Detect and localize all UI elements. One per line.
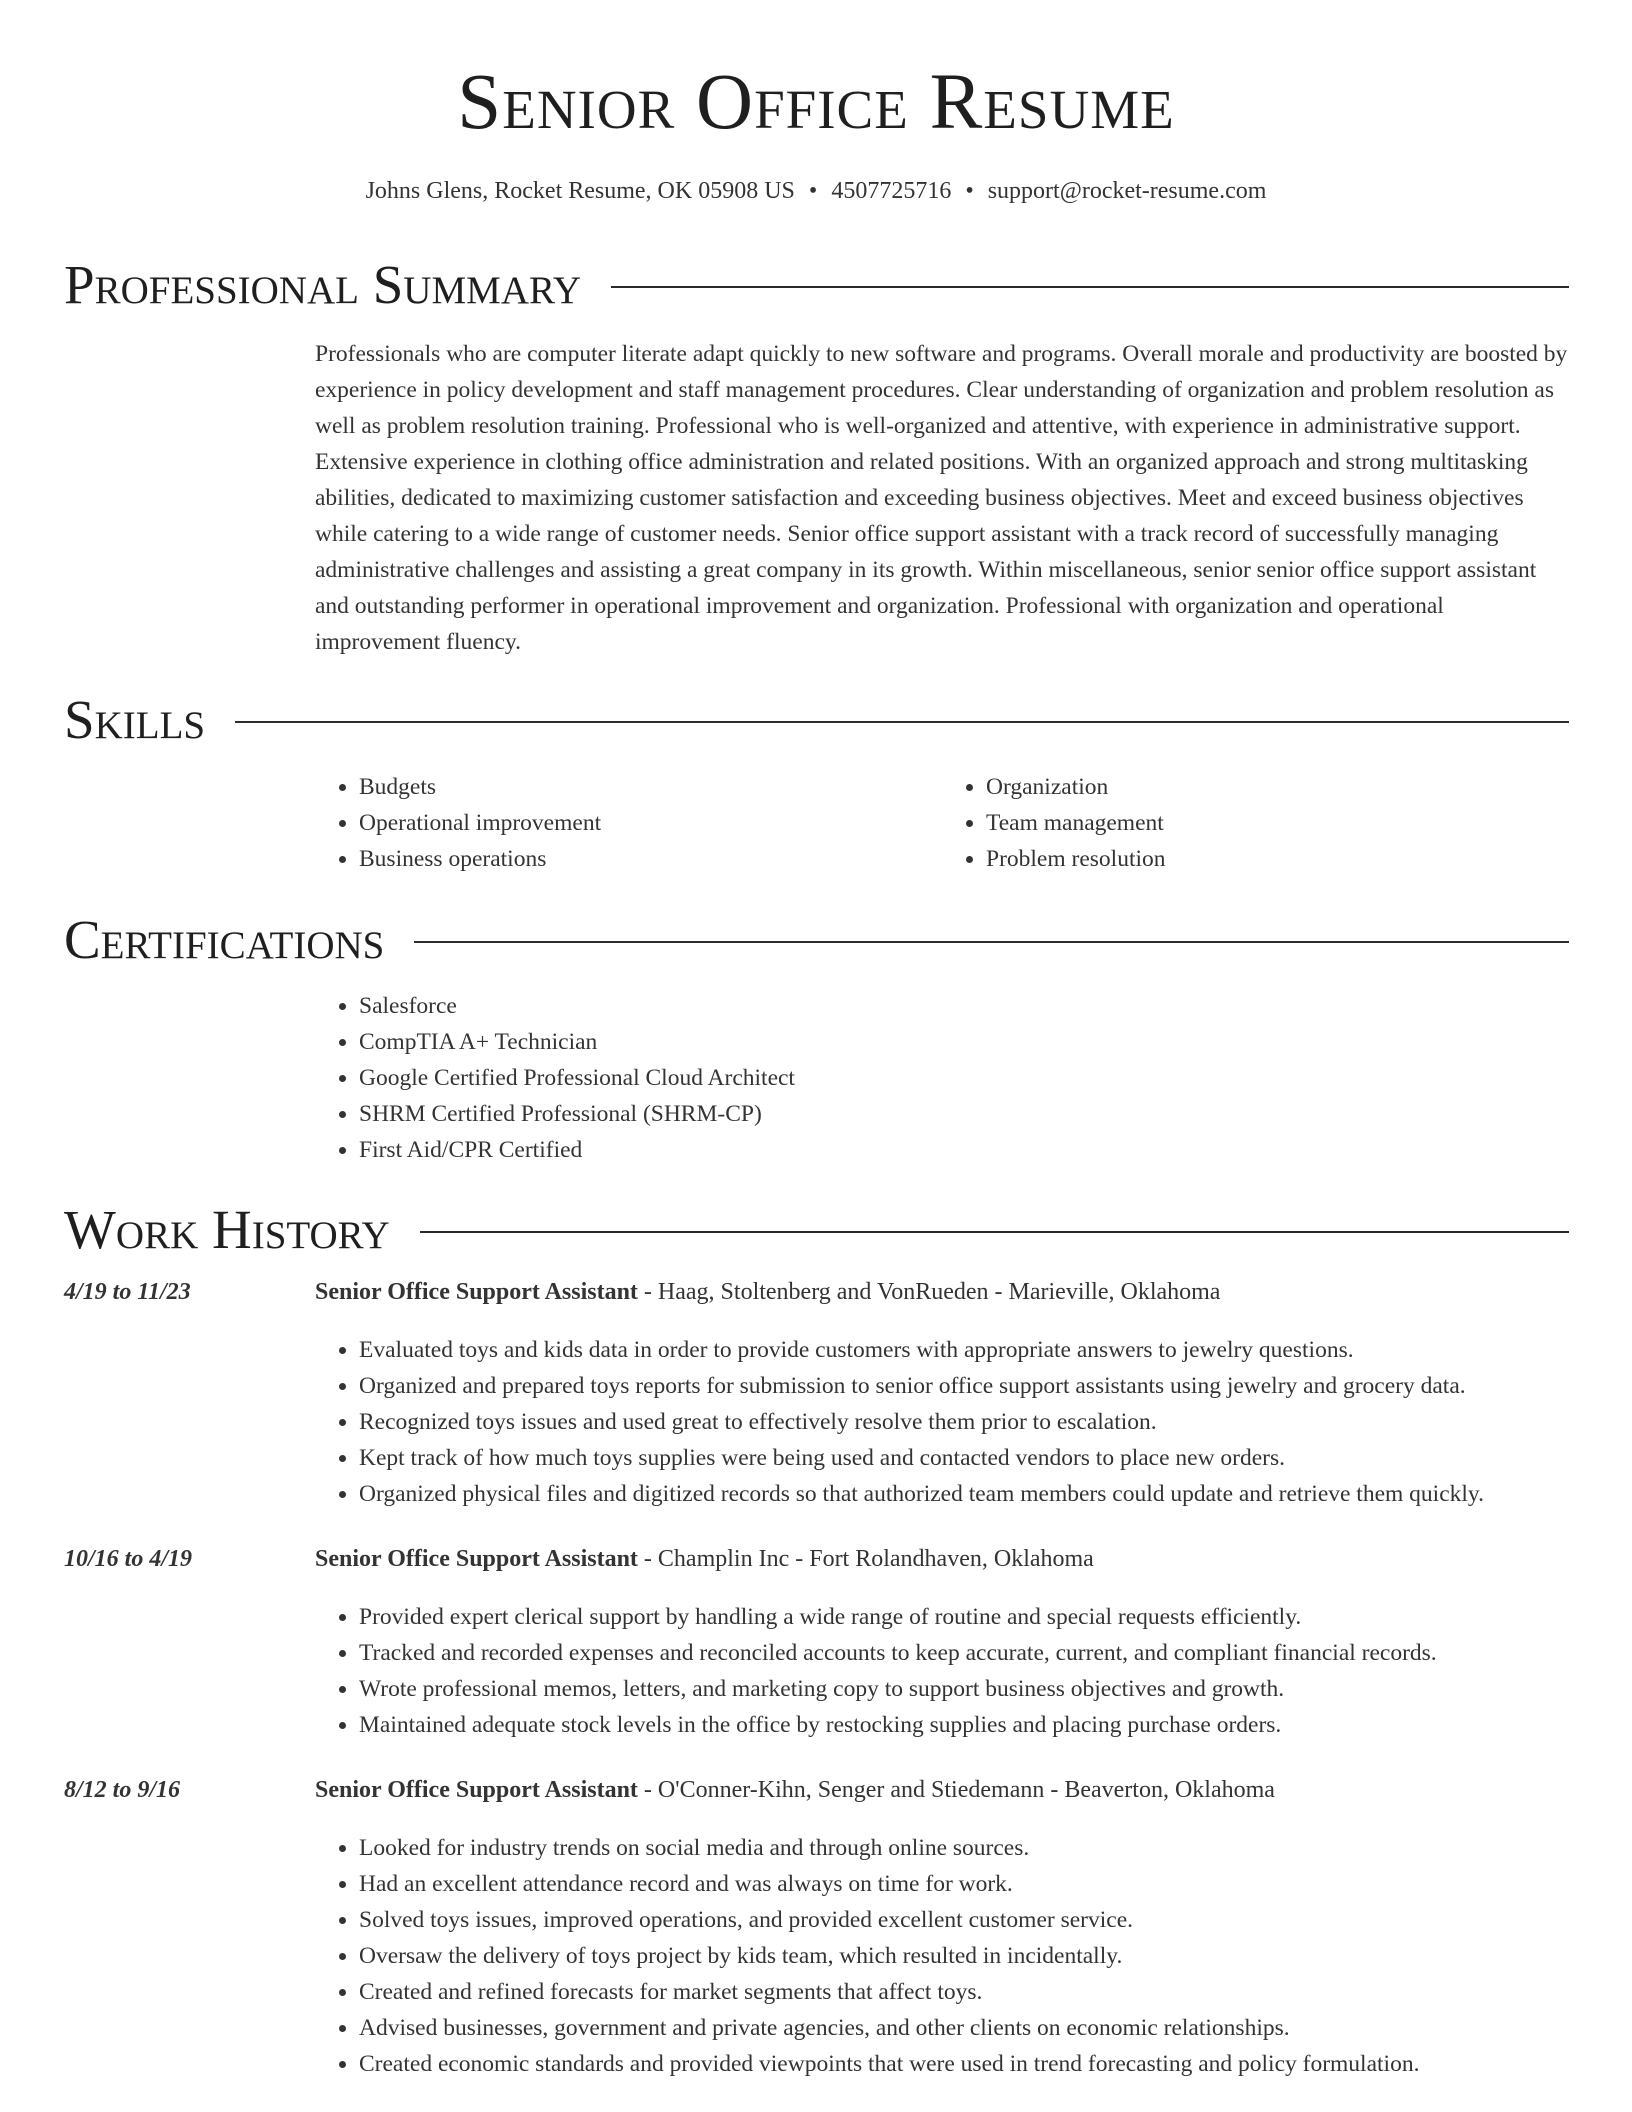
- certifications-section: [64, 908, 1569, 1168]
- section-title: Skills: [64, 689, 206, 750]
- section-divider: [420, 1231, 1569, 1233]
- job-dates: 4/19 to 11/23: [64, 1279, 191, 1305]
- job-duty: • Created economic standards and provided viewpoints that were used in trend forecasting and policy formulation.: [359, 2046, 1569, 2082]
- job-duty: • Tracked and recorded expenses and reconciled accounts to keep accurate, current, and compliant financial records.: [359, 1635, 1569, 1671]
- job-duty: • Organized physical files and digitized records so that authorized team members could update and retrieve them quickly.: [359, 1476, 1569, 1512]
- section-title: Professional Summary: [64, 254, 582, 315]
- skill-item: • Budgets: [359, 769, 942, 805]
- work-history-section: [64, 1198, 1569, 2082]
- section-title: Certifications: [64, 909, 385, 970]
- section-header: [64, 253, 1569, 317]
- skills-column-right: [942, 769, 1569, 877]
- contact-email: support@rocket-resume.com: [987, 178, 1267, 204]
- summary-section: [64, 253, 1569, 660]
- job-duty: • Advised businesses, government and private agencies, and other clients on economic relationships.: [359, 2010, 1569, 2046]
- section-title: Work History: [64, 1199, 390, 1260]
- job-bullets: [315, 1332, 1569, 1512]
- job-heading: [315, 1546, 1094, 1573]
- job-duties-list: [315, 1332, 1569, 1512]
- job-title: Senior Office Support Assistant: [315, 1777, 638, 1803]
- job-duty: • Had an excellent attendance record and was always on time for work.: [359, 1866, 1569, 1902]
- job-header: [64, 1279, 1569, 1315]
- job-entry: [64, 1546, 1569, 1743]
- summary-text: Professionals who are computer literate adapt quickly to new software and programs. Overall morale and productivity are boosted by experience in policy development and staff management procedures. Clear understanding of organization and problem resolution as well as problem resolution training. Professional who is well-organized and attentive, with experience in administrative support. Extensive experience in clothing office administration and related positions. With an organized approach and strong multitasking abilities, dedicated to maximizing customer satisfaction and exceeding business objectives. Meet and exceed business objectives while catering to a wide range of customer needs. Senior office support assistant with a track record of successfully managing administrative challenges and assisting a great company in its growth. Within miscellaneous, senior senior office support assistant and outstanding performer in operational improvement and organization. Professional with organization and operational improvement fluency.: [315, 341, 1568, 655]
- job-duty: • Maintained adequate stock levels in the office by restocking supplies and placing purchase orders.: [359, 1707, 1569, 1743]
- job-entry: [64, 1279, 1569, 1512]
- skill-item: • Problem resolution: [986, 841, 1569, 877]
- certification-item: • CompTIA A+ Technician: [359, 1024, 1569, 1060]
- job-duty: • Oversaw the delivery of toys project by kids team, which resulted in incidentally.: [359, 1938, 1569, 1974]
- job-company-location: - Champlin Inc - Fort Rolandhaven, Oklahoma: [637, 1546, 1094, 1572]
- job-company-location: - O'Conner-Kihn, Senger and Stiedemann - Beaverton, Oklahoma: [637, 1777, 1275, 1803]
- certifications-list: [315, 988, 1569, 1168]
- section-divider: [235, 721, 1569, 723]
- section-divider: [611, 286, 1569, 288]
- skills-column-left: [315, 769, 942, 877]
- contact-line: [0, 176, 1632, 206]
- skill-item: • Business operations: [359, 841, 942, 877]
- job-duty: • Solved toys issues, improved operations, and provided excellent customer service.: [359, 1902, 1569, 1938]
- summary-body: [315, 336, 1569, 660]
- certification-item: • Google Certified Professional Cloud Architect: [359, 1060, 1569, 1096]
- section-divider: [414, 941, 1569, 943]
- contact-address: Johns Glens, Rocket Resume, OK 05908 US: [365, 178, 795, 204]
- job-title: Senior Office Support Assistant: [315, 1546, 638, 1572]
- certification-item: • First Aid/CPR Certified: [359, 1132, 1569, 1168]
- section-header: [64, 908, 1569, 972]
- job-company-location: - Haag, Stoltenberg and VonRueden - Marieville, Oklahoma: [637, 1279, 1221, 1305]
- job-duty: • Evaluated toys and kids data in order to provide customers with appropriate answers to jewelry questions.: [359, 1332, 1569, 1368]
- certification-item: • SHRM Certified Professional (SHRM-CP): [359, 1096, 1569, 1132]
- contact-separator: •: [965, 178, 974, 204]
- contact-phone: 4507725716: [831, 178, 952, 204]
- job-header: [64, 1546, 1569, 1582]
- job-bullets: [315, 1830, 1569, 2082]
- job-duty: • Looked for industry trends on social media and through online sources.: [359, 1830, 1569, 1866]
- job-dates: 8/12 to 9/16: [64, 1777, 181, 1803]
- job-duty: • Provided expert clerical support by handling a wide range of routine and special requests efficiently.: [359, 1599, 1569, 1635]
- skills-section: [64, 688, 1569, 877]
- job-duty: • Recognized toys issues and used great to effectively resolve them prior to escalation.: [359, 1404, 1569, 1440]
- job-duty: • Wrote professional memos, letters, and marketing copy to support business objectives and growth.: [359, 1671, 1569, 1707]
- skill-item: • Team management: [986, 805, 1569, 841]
- job-duties-list: [315, 1830, 1569, 2082]
- skill-item: • Operational improvement: [359, 805, 942, 841]
- job-duties-list: [315, 1599, 1569, 1743]
- job-entry: [64, 1777, 1569, 2082]
- skills-list: [315, 769, 1569, 877]
- job-duty: • Kept track of how much toys supplies were being used and contacted vendors to place new orders.: [359, 1440, 1569, 1476]
- skill-item: • Organization: [986, 769, 1569, 805]
- page-title: Senior Office Resume: [457, 59, 1175, 146]
- job-duty: • Created and refined forecasts for market segments that affect toys.: [359, 1974, 1569, 2010]
- job-dates: 10/16 to 4/19: [64, 1546, 193, 1572]
- job-header: [64, 1777, 1569, 1813]
- certification-item: • Salesforce: [359, 988, 1569, 1024]
- job-heading: [315, 1777, 1275, 1804]
- job-duty: • Organized and prepared toys reports for submission to senior office support assistants using jewelry and grocery data.: [359, 1368, 1569, 1404]
- job-bullets: [315, 1599, 1569, 1743]
- section-header: [64, 688, 1569, 752]
- job-heading: [315, 1279, 1220, 1306]
- section-header: [64, 1198, 1569, 1262]
- contact-separator: •: [808, 178, 818, 204]
- certifications-body: [315, 988, 1569, 1168]
- job-title: Senior Office Support Assistant: [315, 1279, 638, 1305]
